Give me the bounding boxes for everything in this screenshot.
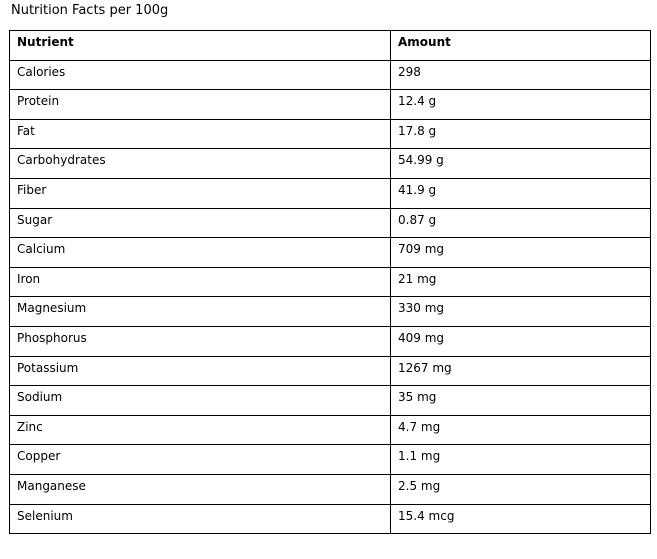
table-row (10, 297, 651, 327)
nutrient-cell: Copper (10, 445, 391, 475)
column-header-nutrient: Nutrient (10, 31, 391, 61)
table-row (10, 119, 651, 149)
table-row (10, 445, 651, 475)
amount-cell: 4.7 mg (391, 415, 651, 445)
table-row (10, 474, 651, 504)
table-row (10, 90, 651, 120)
table-row (10, 149, 651, 179)
amount-cell: 0.87 g (391, 208, 651, 238)
nutrient-cell: Potassium (10, 356, 391, 386)
table-row (10, 60, 651, 90)
amount-cell: 2.5 mg (391, 474, 651, 504)
nutrient-cell: Manganese (10, 474, 391, 504)
amount-cell: 409 mg (391, 326, 651, 356)
amount-cell: 21 mg (391, 267, 651, 297)
table-row (10, 386, 651, 416)
amount-cell: 17.8 g (391, 119, 651, 149)
table-row (10, 326, 651, 356)
nutrient-cell: Protein (10, 90, 391, 120)
table-row (10, 415, 651, 445)
nutrient-cell: Fat (10, 119, 391, 149)
amount-cell: 12.4 g (391, 90, 651, 120)
table-row (10, 178, 651, 208)
nutrient-cell: Calcium (10, 238, 391, 268)
nutrient-cell: Calories (10, 60, 391, 90)
amount-cell: 1267 mg (391, 356, 651, 386)
nutrient-cell: Carbohydrates (10, 149, 391, 179)
table-row (10, 504, 651, 534)
amount-cell: 15.4 mcg (391, 504, 651, 534)
nutrient-cell: Selenium (10, 504, 391, 534)
nutrient-cell: Sodium (10, 386, 391, 416)
page-title: Nutrition Facts per 100g (11, 3, 169, 18)
table-row (10, 208, 651, 238)
column-header-amount: Amount (391, 31, 651, 61)
nutrient-cell: Zinc (10, 415, 391, 445)
nutrient-cell: Phosphorus (10, 326, 391, 356)
amount-cell: 1.1 mg (391, 445, 651, 475)
amount-cell: 298 (391, 60, 651, 90)
table-row (10, 267, 651, 297)
nutrient-cell: Sugar (10, 208, 391, 238)
amount-cell: 41.9 g (391, 178, 651, 208)
amount-cell: 35 mg (391, 386, 651, 416)
nutrient-cell: Fiber (10, 178, 391, 208)
amount-cell: 709 mg (391, 238, 651, 268)
table-row (10, 238, 651, 268)
nutrient-cell: Iron (10, 267, 391, 297)
table-row (10, 356, 651, 386)
amount-cell: 330 mg (391, 297, 651, 327)
amount-cell: 54.99 g (391, 149, 651, 179)
table-header-row (10, 31, 651, 61)
nutrition-table (9, 30, 651, 534)
nutrient-cell: Magnesium (10, 297, 391, 327)
